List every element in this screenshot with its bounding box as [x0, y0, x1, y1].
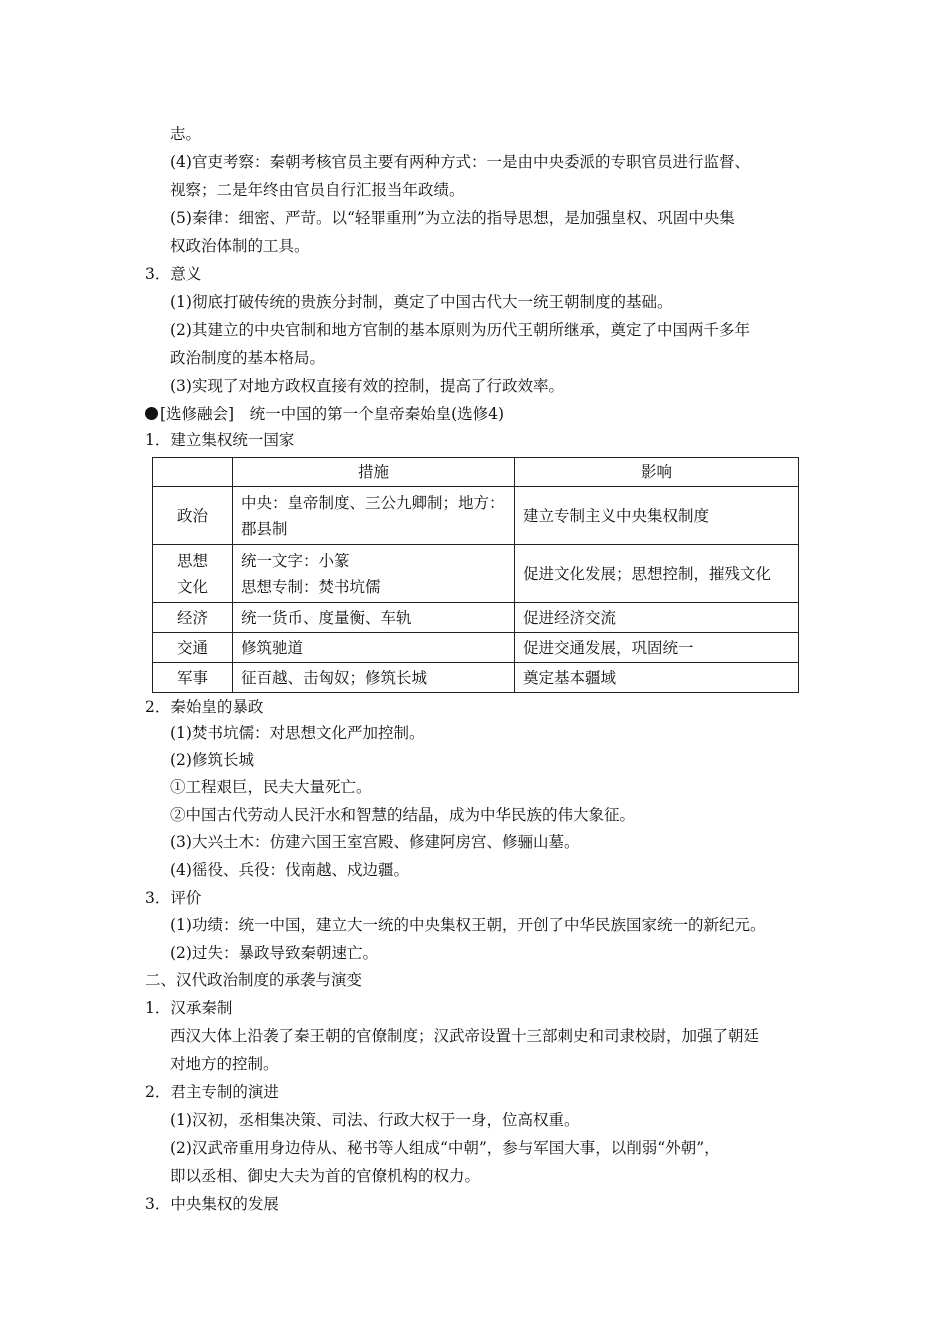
table-header-row: [153, 458, 799, 487]
text-line: [145, 430, 294, 450]
text-line: [170, 376, 564, 396]
table-row: [153, 663, 799, 693]
text-line-content: 即以丞相、御史大夫为首的官僚机构的权力。: [170, 1167, 481, 1185]
text-line-content: (2)修筑长城: [170, 751, 254, 769]
table-cell-impact: 建立专制主义中央集权制度: [515, 487, 799, 545]
text-line-content: (2)汉武帝重用身边侍从、秘书等人组成“中朝”，参与军国大事，以削弱“外朝”，: [170, 1139, 720, 1157]
text-line-content: (1)汉初，丞相集决策、司法、行政大权于一身，位高权重。: [170, 1111, 580, 1129]
table-header-blank: [153, 458, 233, 487]
text-line-content: 2．君主专制的演进: [145, 1083, 279, 1101]
text-line: [170, 348, 325, 368]
text-line-content: (2)过失：暴政导致秦朝速亡。: [170, 944, 378, 962]
table-cell-category: 交通: [153, 633, 233, 663]
text-line-content: (3)实现了对地方政权直接有效的控制，提高了行政效率。: [170, 377, 564, 395]
text-line-content: (1)功绩：统一中国，建立大一统的中央集权王朝，开创了中华民族国家统一的新纪元。: [170, 916, 766, 934]
text-line: [145, 888, 201, 908]
text-line-content: (5)秦律：细密、严苛。以“轻罪重刑”为立法的指导思想，是加强皇权、巩固中央集: [170, 209, 735, 227]
table-cell-impact: 促进文化发展；思想控制，摧残文化: [515, 545, 799, 603]
text-line: [145, 697, 263, 717]
text-line: [170, 832, 579, 852]
text-line-content: 二、汉代政治制度的承袭与演变: [145, 971, 363, 989]
table-row: [153, 633, 799, 663]
table-cell-category-text: 思想文化: [176, 551, 208, 596]
table-cell-category: 政治: [153, 487, 233, 545]
table-cell-impact: 奠定基本疆域: [515, 663, 799, 693]
text-line: [170, 208, 735, 228]
text-line-content: 3．意义: [145, 265, 202, 283]
text-line: [170, 180, 465, 200]
table-cell-impact: 促进交通发展，巩固统一: [515, 633, 799, 663]
table-cell-measures: 中央：皇帝制度、三公九卿制；地方：郡县制: [233, 487, 515, 545]
text-line-content: 对地方的控制。: [170, 1055, 279, 1073]
text-line: [170, 320, 750, 340]
text-line-content: 2．秦始皇的暴政: [145, 698, 264, 716]
text-line: [170, 777, 372, 797]
text-line-content: [选修融会] 统一中国的第一个皇帝秦始皇(选修4): [160, 405, 505, 423]
text-line-content: 视察；二是年终由官员自行汇报当年政绩。: [170, 181, 465, 199]
table-cell-measures: 修筑驰道: [233, 633, 515, 663]
text-line-content: ①工程艰巨，民夫大量死亡。: [170, 778, 372, 796]
text-line: [170, 860, 409, 880]
qin-measures-table: [152, 457, 799, 693]
text-line: [145, 970, 362, 990]
table-cell-category: 军事: [153, 663, 233, 693]
text-line: [145, 1194, 279, 1214]
text-line-content: 权政治体制的工具。: [170, 237, 310, 255]
table-cell-measures: 统一货币、度量衡、车轨: [233, 603, 515, 633]
text-line-content: (1)焚书坑儒：对思想文化严加控制。: [170, 724, 425, 742]
text-line: [145, 404, 504, 424]
text-line-content: ②中国古代劳动人民汗水和智慧的结晶，成为中华民族的伟大象征。: [170, 806, 636, 824]
text-line: [170, 943, 378, 963]
table-header-measures: 措施: [233, 458, 515, 487]
table-cell-category: [153, 545, 233, 603]
text-line: [145, 264, 201, 284]
text-line: [170, 750, 254, 770]
table-cell-impact: 促进经济交流: [515, 603, 799, 633]
text-line-content: 志。: [170, 125, 202, 143]
table-row: [153, 603, 799, 633]
text-line: [170, 1166, 480, 1186]
text-line-content: 3．评价: [145, 889, 202, 907]
text-line: [170, 292, 672, 312]
text-line: [170, 1054, 279, 1074]
text-line-content: (4)徭役、兵役：伐南越、戍边疆。: [170, 861, 409, 879]
table-cell-measures: 征百越、击匈奴；修筑长城: [233, 663, 515, 693]
text-line-content: 西汉大体上沿袭了秦王朝的官僚制度；汉武帝设置十三部刺史和司隶校尉，加强了朝廷: [170, 1027, 760, 1045]
text-line: [170, 1026, 759, 1046]
text-line: [170, 805, 635, 825]
table-row: [153, 545, 799, 603]
text-line: [170, 124, 201, 144]
table-row: [153, 487, 799, 545]
bullet-icon: [145, 407, 158, 420]
table-cell-measures: 统一文字：小篆 思想专制：焚书坑儒: [233, 545, 515, 603]
text-line: [170, 152, 750, 172]
text-line-content: 政治制度的基本格局。: [170, 349, 326, 367]
text-line-content: (4)官吏考察：秦朝考核官员主要有两种方式：一是由中央委派的专职官员进行监督、: [170, 153, 750, 171]
text-line: [170, 723, 424, 743]
text-line-content: 1．汉承秦制: [145, 999, 233, 1017]
text-line: [145, 1082, 279, 1102]
text-line-content: (1)彻底打破传统的贵族分封制，奠定了中国古代大一统王朝制度的基础。: [170, 293, 673, 311]
table-header-impact: 影响: [515, 458, 799, 487]
text-line: [170, 1110, 579, 1130]
text-line-content: 3．中央集权的发展: [145, 1195, 279, 1213]
text-line-content: (2)其建立的中央官制和地方官制的基本原则为历代王朝所继承，奠定了中国两千多年: [170, 321, 750, 339]
table-cell-category: 经济: [153, 603, 233, 633]
text-line: [145, 998, 232, 1018]
text-line-content: (3)大兴土木：仿建六国王室宫殿、修建阿房宫、修骊山墓。: [170, 833, 580, 851]
text-line: [170, 1138, 720, 1158]
text-line: [170, 236, 310, 256]
text-line: [170, 915, 765, 935]
text-line-content: 1．建立集权统一国家: [145, 431, 295, 449]
